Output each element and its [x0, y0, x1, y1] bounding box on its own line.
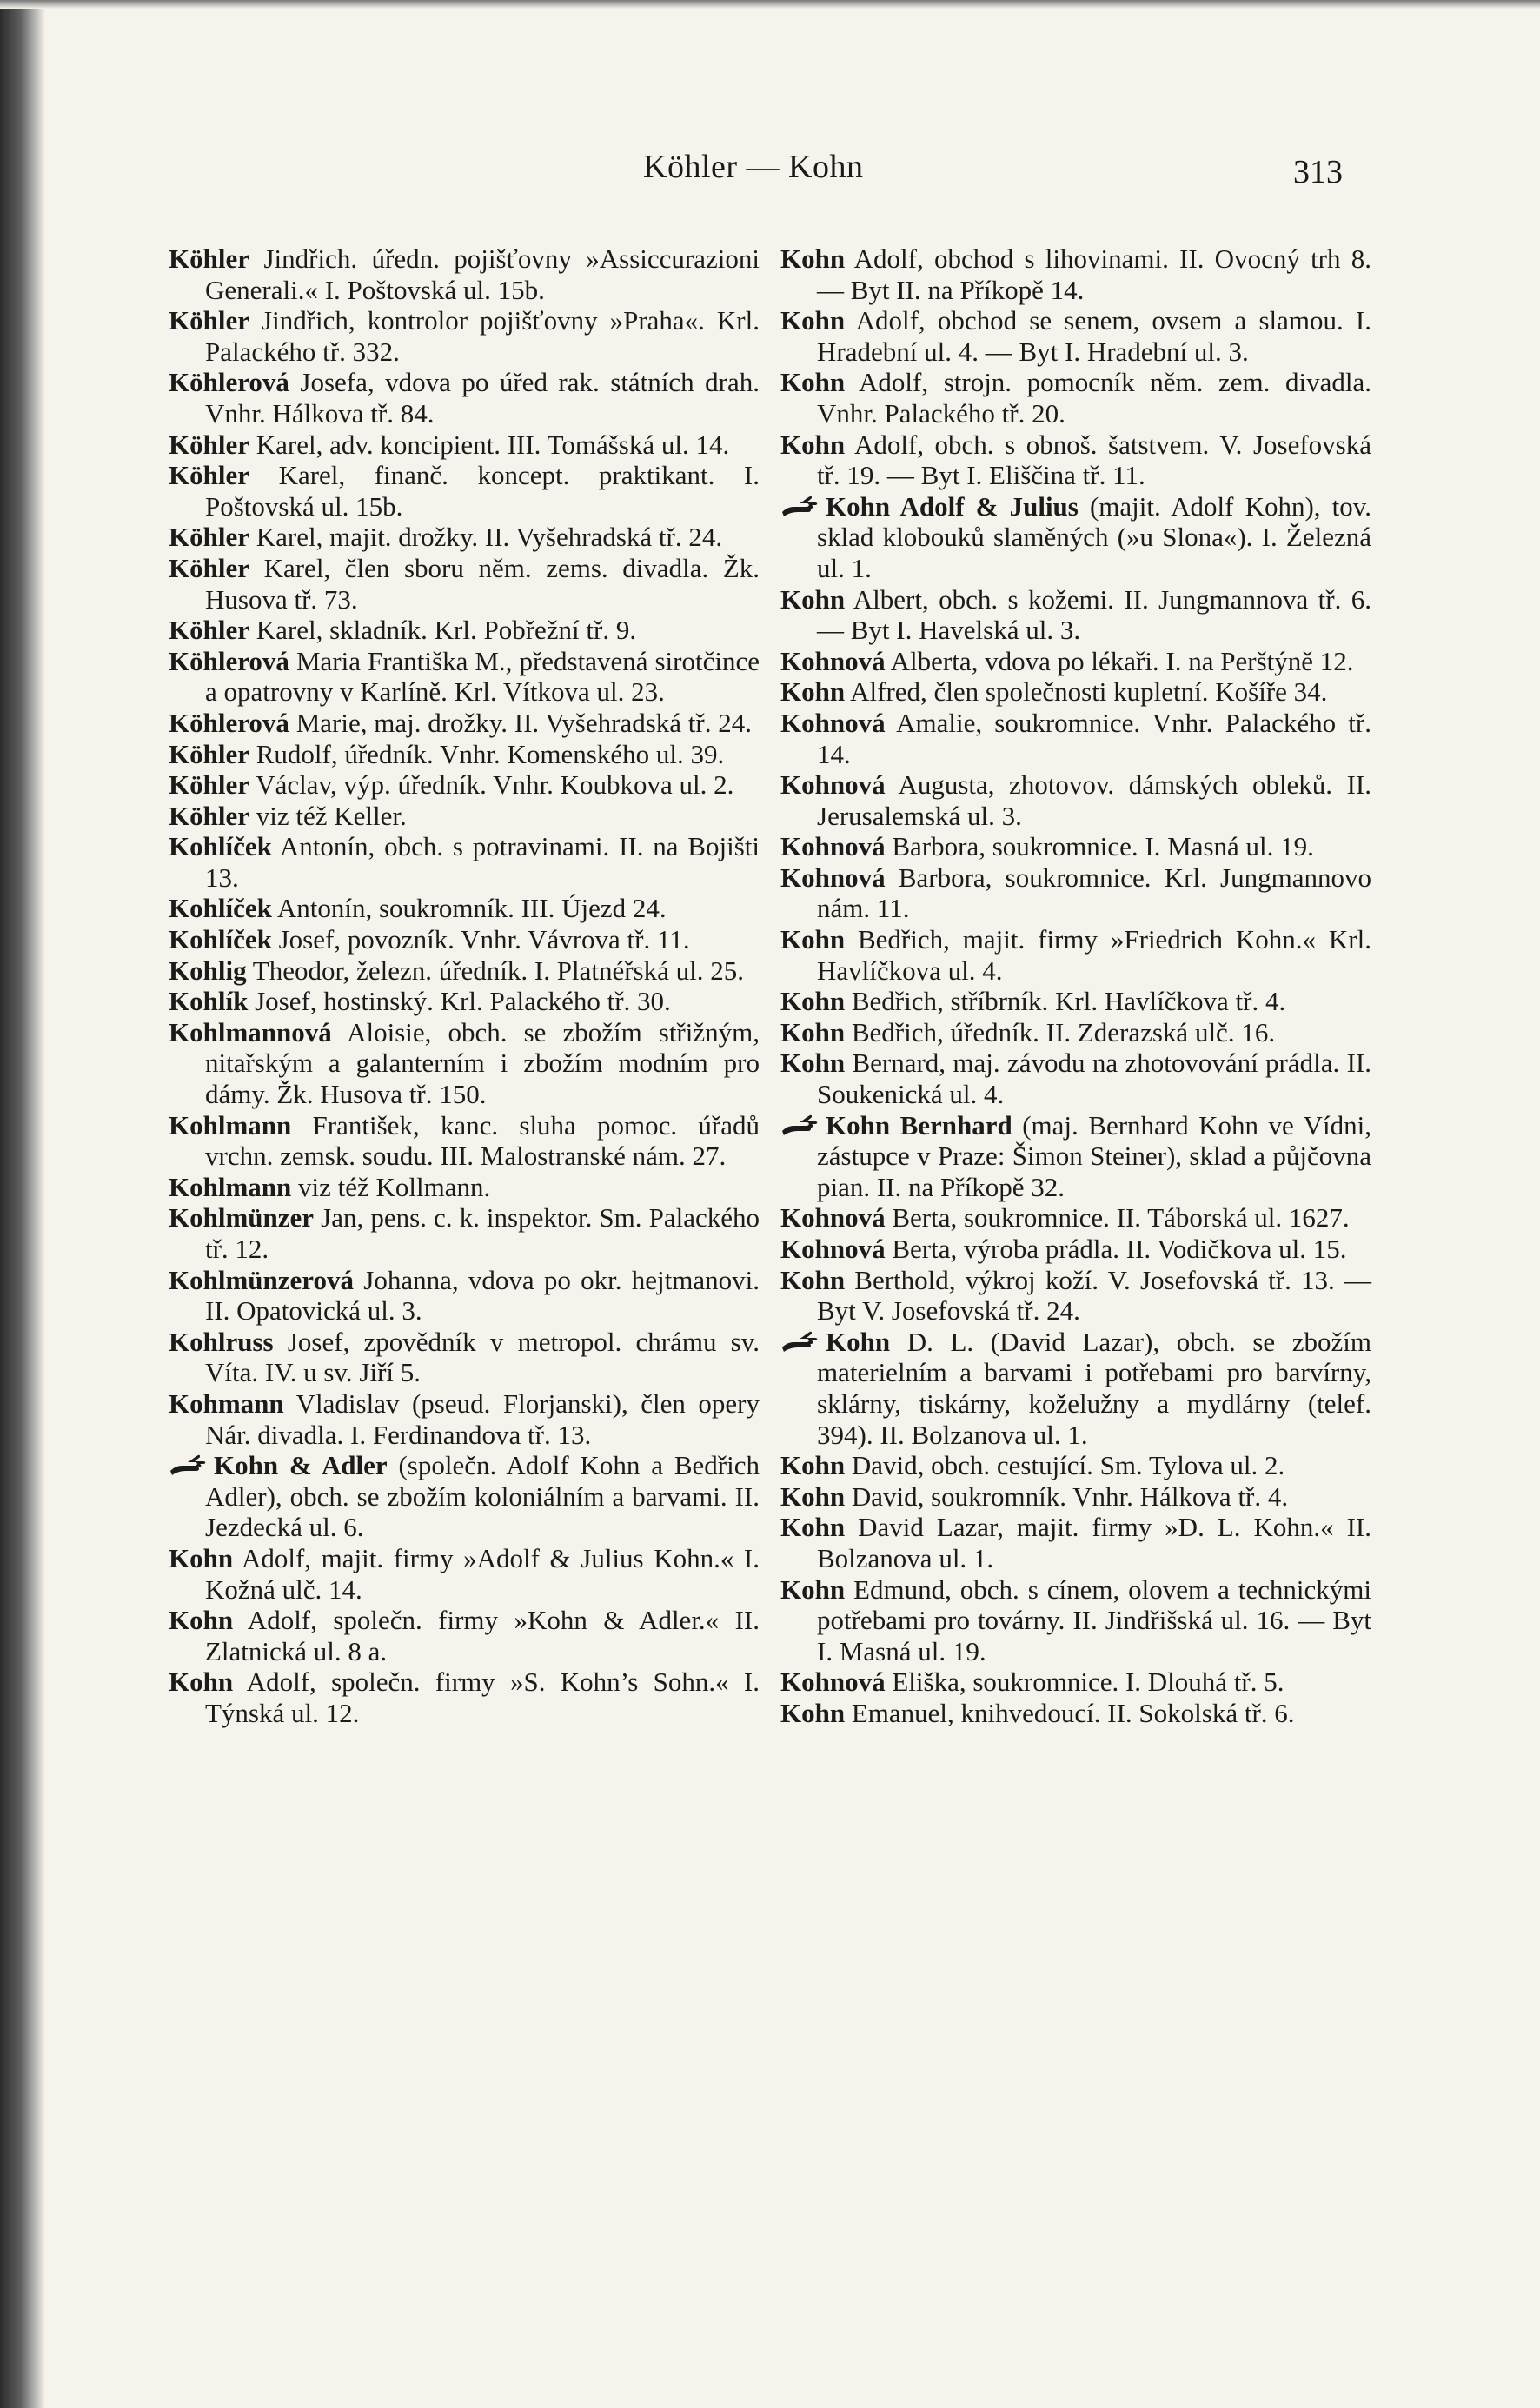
entry-details: Marie, maj. drožky. II. Vyšehradská tř. 24. — [289, 707, 752, 738]
pointing-hand-icon — [169, 1452, 209, 1476]
entry-details: viz též Keller. — [249, 800, 407, 831]
directory-entry — [169, 893, 760, 924]
directory-entry — [780, 769, 1371, 831]
entry-name: Kohlík — [169, 986, 249, 1017]
left-column — [169, 243, 760, 1729]
entry-details: Jindřich. úředn. pojišťovny »Assiccurazioni Generali.« I. Poštovská ul. 15b. — [205, 243, 760, 305]
running-header — [0, 148, 1540, 200]
directory-entry — [780, 1666, 1371, 1698]
entry-name: Kohlmannová — [169, 1016, 332, 1048]
entry-name: Kohn — [169, 1542, 234, 1573]
entry-details: Bernard, maj. závodu na zhotovování prádla. II. Soukenická ul. 4. — [817, 1048, 1371, 1110]
entry-name: Kohn — [826, 1326, 891, 1357]
directory-entry — [780, 1450, 1371, 1481]
directory-entry — [780, 1234, 1371, 1265]
entry-details: Berta, výroba prádla. II. Vodičkova ul. 15. — [885, 1234, 1347, 1264]
directory-entry — [169, 305, 760, 367]
entry-name: Kohn — [169, 1666, 234, 1698]
directory-entry — [169, 1388, 760, 1450]
entry-name: Kohn — [169, 1605, 234, 1636]
directory-entry — [780, 1202, 1371, 1234]
entry-details: viz též Kollmann. — [291, 1171, 491, 1202]
directory-entry — [169, 429, 760, 461]
directory-entry — [780, 1048, 1371, 1109]
page-top-edge — [0, 0, 1540, 9]
entry-name: Kohnová — [780, 1202, 886, 1234]
entry-name: Kohnová — [780, 1234, 886, 1264]
entry-details: Alfred, člen společnosti kupletní. Košíře 34. — [845, 676, 1328, 708]
entry-details: Barbora, soukromnice. Krl. Jungmannovo nám. 11. — [817, 861, 1371, 924]
entry-details: Augusta, zhotovov. dámských obleků. II. Jerusalemská ul. 3. — [817, 769, 1371, 831]
entry-name: Köhlerová — [169, 645, 289, 676]
directory-entry — [169, 1265, 760, 1327]
entry-details: Adolf, majit. firmy »Adolf & Julius Kohn.« I. Kožná ulč. 14. — [205, 1542, 760, 1605]
directory-entry — [169, 1605, 760, 1666]
directory-entry — [780, 646, 1371, 677]
entry-name: Kohn — [780, 676, 846, 708]
entry-name: Kohnová — [780, 645, 886, 676]
entry-details: David Lazar, majit. firmy »D. L. Kohn.« II. Bolzanova ul. 1. — [817, 1512, 1371, 1573]
directory-entry — [780, 1481, 1371, 1513]
entry-details: Adolf, společn. firmy »S. Kohn’s Sohn.« I. Týnská ul. 12. — [205, 1666, 760, 1728]
directory-entry — [780, 305, 1371, 367]
directory-entry — [780, 708, 1371, 769]
entry-name: Kohn Adolf & Julius — [826, 490, 1079, 522]
entry-name: Köhlerová — [169, 367, 289, 398]
directory-entry — [169, 739, 760, 770]
directory-entry — [169, 1450, 760, 1543]
entry-name: Kohn & Adler — [214, 1450, 388, 1481]
entry-name: Kohn — [780, 583, 846, 615]
entry-details: Adolf, společn. firmy »Kohn & Adler.« II. Zlatnická ul. 8 a. — [205, 1605, 760, 1666]
entry-name: Köhler — [169, 460, 249, 491]
entry-name: Köhlerová — [169, 707, 289, 738]
entry-name: Kohn — [780, 243, 846, 274]
directory-entry — [169, 801, 760, 832]
directory-entry — [169, 924, 760, 955]
entry-details: (maj. Bernhard Kohn ve Vídni, zástupce v Praze: Šimon Steiner), sklad a půjčovna pian. II. na Příkopě 32. — [817, 1109, 1371, 1202]
directory-entry — [169, 1017, 760, 1110]
entry-name: Kohlig — [169, 955, 247, 986]
directory-entry — [780, 243, 1371, 305]
entry-details: Barbora, soukromnice. I. Masná ul. 19. — [885, 831, 1314, 862]
entry-details: Karel, člen sboru něm. zems. divadla. Žk. Husova tř. 73. — [205, 552, 760, 615]
entry-name: Köhler — [169, 243, 249, 274]
entry-details: Adolf, obchod s lihovinami. II. Ovocný trh 8. — Byt II. na Příkopě 14. — [817, 243, 1371, 305]
entry-name: Kohlmünzer — [169, 1202, 315, 1234]
entry-name: Kohlmünzerová — [169, 1264, 354, 1295]
directory-entry — [169, 708, 760, 739]
entry-details: Rudolf, úředník. Vnhr. Komenského ul. 39. — [249, 738, 725, 769]
entry-name: Kohn Bernhard — [826, 1109, 1012, 1141]
directory-entry — [169, 769, 760, 801]
entry-details: Eliška, soukromnice. I. Dlouhá tř. 5. — [885, 1666, 1284, 1698]
directory-entry — [780, 367, 1371, 429]
directory-entry — [780, 1110, 1371, 1203]
entry-name: Kohnová — [780, 707, 886, 738]
entry-details: Berta, soukromnice. II. Táborská ul. 1627. — [885, 1202, 1350, 1234]
entry-details: D. L. (David Lazar), obch. se zbožím materielním a barvami i potřebami pro barvírny, sklárny, tiskárny, koželužny a mydlárny (telef. 394). II. Bolzanova ul. 1. — [817, 1326, 1371, 1450]
directory-entry — [780, 676, 1371, 708]
entry-details: Adolf, obchod se senem, ovsem a slamou. I. Hradební ul. 4. — Byt I. Hradební ul. 3. — [817, 305, 1371, 367]
entry-name: Köhler — [169, 305, 249, 336]
entry-name: Kohlíček — [169, 924, 272, 955]
pointing-hand-icon — [780, 1112, 820, 1136]
entry-details: Karel, finanč. koncept. praktikant. I. Poštovská ul. 15b. — [205, 460, 760, 522]
directory-entry — [169, 1202, 760, 1264]
entry-name: Kohn — [780, 305, 846, 336]
directory-entry — [780, 862, 1371, 924]
entry-details: Adolf, strojn. pomocník něm. zem. divadla. Vnhr. Palackého tř. 20. — [817, 367, 1371, 429]
directory-entry — [780, 924, 1371, 986]
entry-name: Kohlruss — [169, 1326, 274, 1357]
entry-details: Antonín, soukromník. III. Újezd 24. — [271, 893, 667, 924]
entry-details: Karel, adv. koncipient. III. Tomášská ul. 14. — [249, 429, 730, 460]
pointing-hand-icon — [780, 493, 820, 517]
entry-details: (společn. Adolf Kohn a Bedřich Adler), obch. se zbožím koloniálním a barvami. II. Jezdecká ul. 6. — [205, 1450, 760, 1543]
entry-name: Kohn — [780, 429, 846, 460]
entry-name: Kohnová — [780, 861, 886, 893]
entry-details: Berthold, výkroj koží. V. Josefovská tř. 13. — Byt V. Josefovská tř. 24. — [817, 1264, 1371, 1327]
directory-entry — [780, 1512, 1371, 1573]
entry-name: Kohn — [780, 1048, 846, 1079]
page-number: 313 — [1293, 154, 1343, 190]
entry-details: Alberta, vdova po lékaři. I. na Perštýně 12. — [885, 645, 1354, 676]
entry-details: Maria Františka M., představená sirotčince a opatrovny v Karlíně. Krl. Vítkova ul. 23. — [205, 645, 760, 708]
directory-entry — [780, 986, 1371, 1017]
directory-entry — [780, 429, 1371, 491]
entry-name: Köhler — [169, 800, 249, 831]
entry-name: Köhler — [169, 552, 249, 583]
directory-entry — [169, 1110, 760, 1172]
entry-details: Bedřich, úředník. II. Zderazská ulč. 16. — [845, 1016, 1276, 1048]
entry-name: Kohn — [780, 986, 846, 1017]
entry-name: Kohlíček — [169, 831, 272, 862]
directory-entry — [169, 1172, 760, 1203]
entry-details: Jindřich, kontrolor pojišťovny »Praha«. Krl. Palackého tř. 332. — [205, 305, 760, 367]
entry-details: Albert, obch. s kožemi. II. Jungmannova tř. 6. — Byt I. Havelská ul. 3. — [817, 583, 1371, 646]
directory-entry — [169, 615, 760, 646]
entry-details: David, soukromník. Vnhr. Hálkova tř. 4. — [845, 1480, 1289, 1512]
directory-entry — [169, 1327, 760, 1388]
entry-name: Kohn — [780, 1264, 846, 1295]
directory-entry — [169, 522, 760, 553]
binding-shadow — [0, 0, 45, 2408]
entry-name: Kohn — [780, 1450, 846, 1481]
directory-entry — [169, 553, 760, 615]
entry-name: Kohn — [780, 1480, 846, 1512]
pointing-hand-icon — [780, 1328, 820, 1353]
entry-name: Kohlmann — [169, 1171, 292, 1202]
entry-name: Kohnová — [780, 769, 886, 801]
entry-name: Köhler — [169, 429, 249, 460]
entry-name: Köhler — [169, 769, 249, 801]
entry-name: Köhler — [169, 522, 249, 553]
entry-name: Kohlíček — [169, 893, 272, 924]
entry-details: Amalie, soukromnice. Vnhr. Palackého tř. 14. — [817, 707, 1371, 769]
entry-name: Kohlmann — [169, 1109, 292, 1141]
entry-details: David, obch. cestující. Sm. Tylova ul. 2. — [845, 1450, 1285, 1481]
directory-entry — [169, 367, 760, 429]
entry-details: Václav, výp. úředník. Vnhr. Koubkova ul. 2. — [249, 769, 734, 801]
directory-entry — [169, 955, 760, 987]
entry-details: Josef, zpovědník v metropol. chrámu sv. Víta. IV. u sv. Jiří 5. — [205, 1326, 760, 1388]
header-title: Köhler — Kohn — [643, 149, 864, 185]
entry-name: Kohmann — [169, 1387, 284, 1419]
directory-entry — [780, 1327, 1371, 1450]
directory-entry — [169, 243, 760, 305]
entry-name: Kohnová — [780, 831, 886, 862]
entry-details: Antonín, obch. s potravinami. II. na Bojišti 13. — [205, 831, 760, 893]
directory-entry — [780, 1574, 1371, 1667]
entry-name: Kohn — [780, 924, 846, 955]
directory-entry — [169, 1666, 760, 1728]
directory-entry — [780, 584, 1371, 646]
entry-details: Johanna, vdova po okr. hejtmanovi. II. Opatovická ul. 3. — [205, 1264, 760, 1327]
entry-name: Köhler — [169, 615, 249, 646]
entry-name: Kohn — [780, 1512, 846, 1543]
directory-entry — [780, 1265, 1371, 1327]
right-column — [780, 243, 1371, 1729]
entry-details: Emanuel, knihvedoucí. II. Sokolská tř. 6. — [845, 1697, 1295, 1728]
directory-entry — [169, 831, 760, 893]
entry-name: Köhler — [169, 738, 249, 769]
entry-details: Adolf, obch. s obnoš. šatstvem. V. Josefovská tř. 19. — Byt I. Eliščina tř. 11. — [817, 429, 1371, 491]
entry-name: Kohnová — [780, 1666, 886, 1698]
entry-name: Kohn — [780, 1697, 846, 1728]
entry-details: Bedřich, majit. firmy »Friedrich Kohn.« Krl. Havlíčkova ul. 4. — [817, 924, 1371, 986]
entry-details: Theodor, železn. úředník. I. Platnéřská ul. 25. — [246, 955, 744, 986]
directory-entry — [169, 986, 760, 1017]
entry-details: Josef, povozník. Vnhr. Vávrova tř. 11. — [271, 924, 690, 955]
entry-name: Kohn — [780, 1016, 846, 1048]
entry-details: Josef, hostinský. Krl. Palackého tř. 30. — [248, 986, 671, 1017]
entry-name: Kohn — [780, 1573, 846, 1605]
directory-entry — [780, 491, 1371, 584]
entry-details: Karel, majit. drožky. II. Vyšehradská tř. 24. — [249, 522, 723, 553]
directory-entry — [169, 1543, 760, 1605]
directory-entry — [169, 460, 760, 522]
entry-details: Aloisie, obch. se zbožím střižným, nitařským a galanterním i zbožím modním pro dámy. Žk. Husova tř. 150. — [205, 1016, 760, 1110]
directory-entry — [780, 1017, 1371, 1048]
entry-name: Kohn — [780, 367, 846, 398]
directory-entry — [169, 646, 760, 708]
entry-details: (majit. Adolf Kohn), tov. sklad klobouků slaměných (»u Slona«). I. Železná ul. 1. — [817, 490, 1371, 583]
directory-entry — [780, 1698, 1371, 1729]
entry-details: Jan, pens. c. k. inspektor. Sm. Palackého tř. 12. — [205, 1202, 760, 1264]
entry-details: Vladislav (pseud. Florjanski), člen opery Nár. divadla. I. Ferdinandova tř. 13. — [205, 1387, 760, 1450]
entry-details: Josefa, vdova po úřed rak. státních drah. Vnhr. Hálkova tř. 84. — [205, 367, 760, 429]
directory-entry — [780, 831, 1371, 862]
entry-details: Edmund, obch. s cínem, olovem a technickými potřebami pro továrny. II. Jindřišská ul. 16. — Byt I. Masná ul. 19. — [817, 1573, 1371, 1666]
entry-details: Karel, skladník. Krl. Pobřežní tř. 9. — [249, 615, 637, 646]
entry-details: Bedřich, stříbrník. Krl. Havlíčkova tř. 4. — [845, 986, 1286, 1017]
entry-details: František, kanc. sluha pomoc. úřadů vrchn. zemsk. soudu. III. Malostranské nám. 27. — [205, 1109, 760, 1172]
